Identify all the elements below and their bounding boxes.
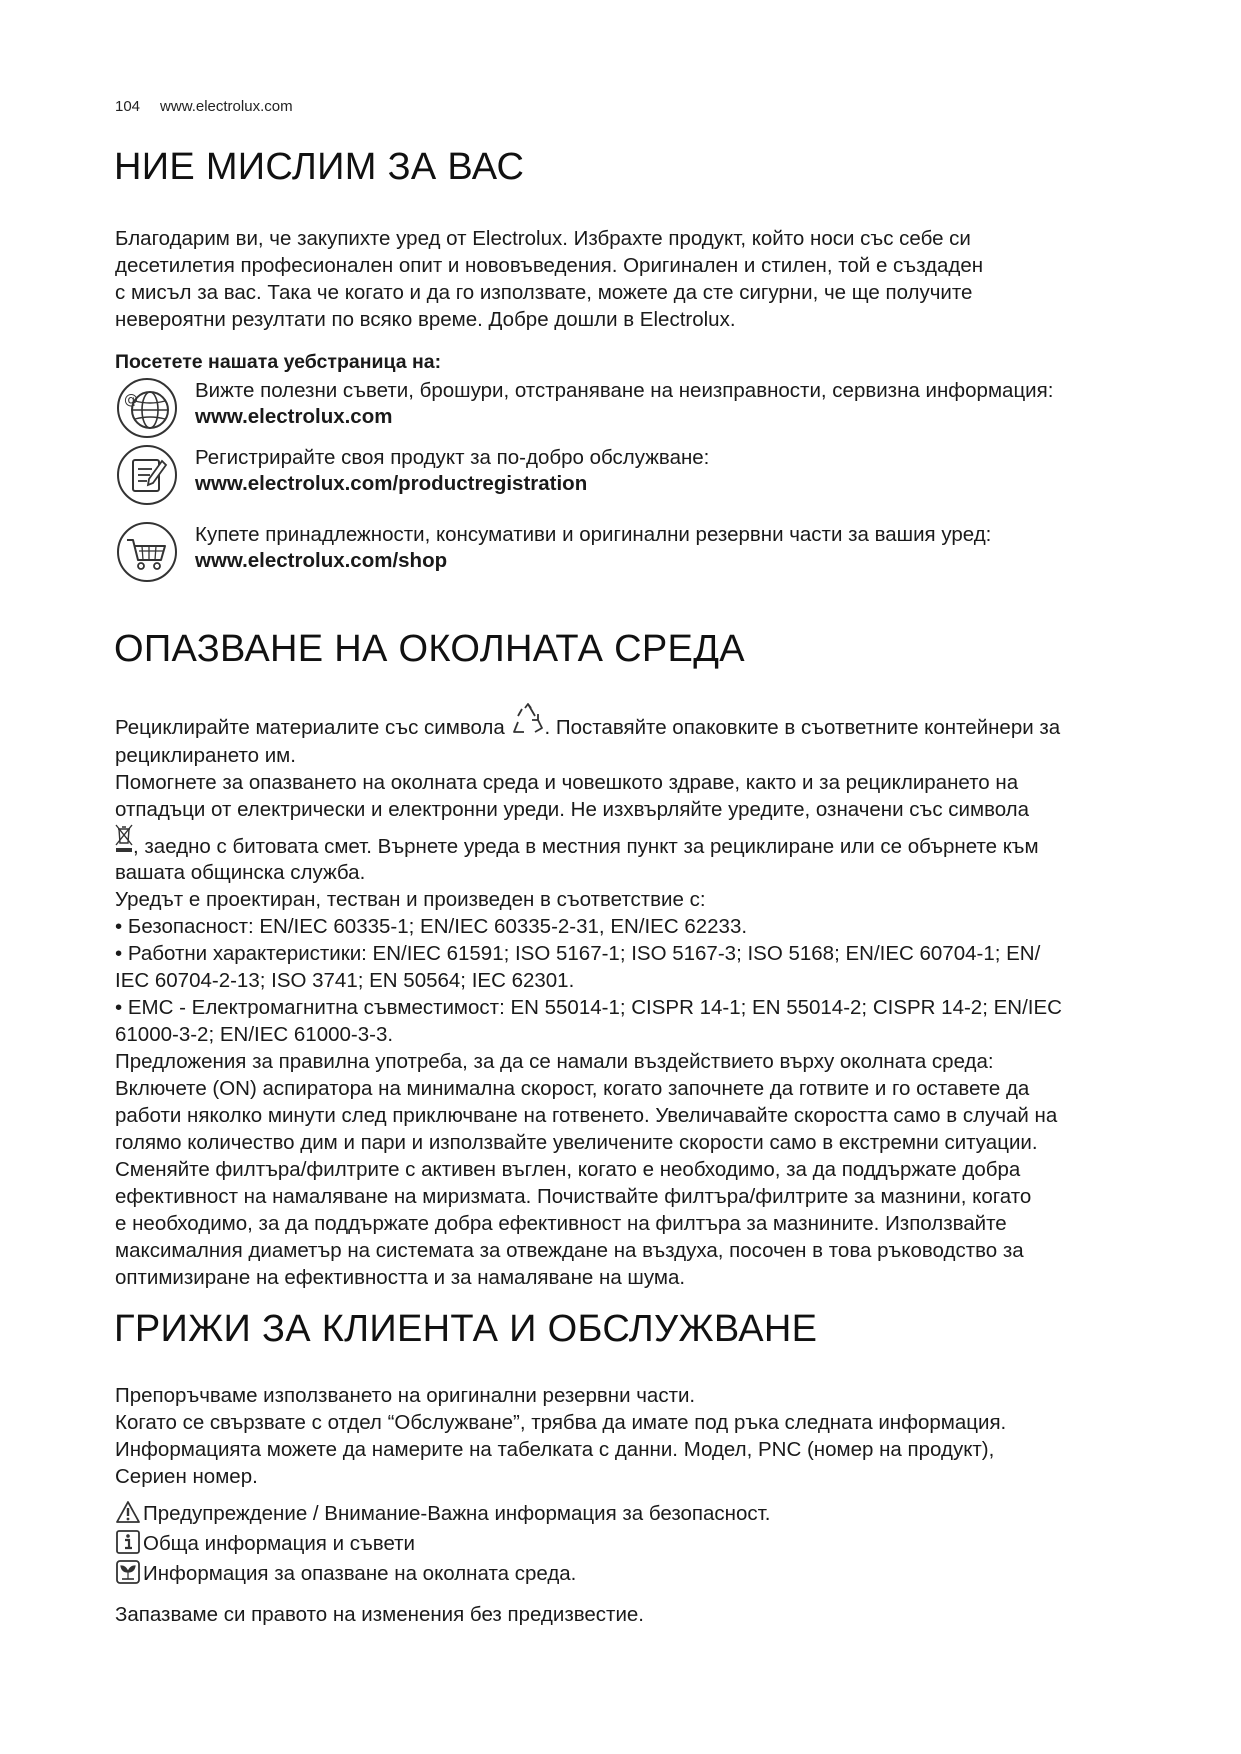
page-number: 104 [115,98,141,115]
environment-line: • Работни характеристики: EN/IEC 61591; ISO 5167-1; ISO 5167-3; ISO 5168; EN/IEC 60704-1; EN/ [115,942,1041,965]
link-description: Регистрирайте своя продукт за по-добро обслужване: [195,446,710,469]
link-url-registration[interactable]: www.electrolux.com/productregistration [195,472,588,495]
weee-line: , заедно с битовата смет. Върнете уреда в местния пункт за рециклиране или се обърнете към [115,823,1155,859]
customer-care-line: Когато се свързвате с отдел “Обслужване”, трябва да имате под ръка следната информация. [115,1411,1007,1434]
environment-line: вашата общинска служба. [115,861,366,884]
customer-care-paragraph [115,1382,1155,1490]
customer-care-line: Препоръчваме използването на оригинални резервни части. [115,1384,696,1407]
environment-line: Уредът е проектиран, тестван и произведен в съответствие с: [115,888,706,911]
environment-paragraph [115,702,1155,1291]
environment-line: Включете (ON) аспиратора на минимална скорост, когато започнете да готвите и го оставете да [115,1077,1030,1100]
intro-line: невероятни резултати по всяко време. Добре дошли в Electrolux. [115,308,736,331]
page-header [115,98,293,115]
link-row-website [115,376,1175,440]
crossed-bin-icon [115,823,133,855]
recycle-icon [511,702,545,736]
environment-line: работи няколко минути след приключване на готвенето. Увеличавайте скоростта само в случай на [115,1104,1058,1127]
environment-line: голямо количество дим и пари и използвайте увеличените скорости само в екстремни ситуации. [115,1131,1038,1154]
environment-line: ефективност на намаляване на миризмата. Почиствайте филтъра/филтрите за мазнини, когато [115,1185,1032,1208]
section-title-environment: ОПАЗВАНЕ НА ОКОЛНАТА СРЕДА [114,628,745,670]
intro-line: Благодарим ви, че закупихте уред от Electrolux. Избрахте продукт, който носи със себе си [115,227,971,250]
environment-line: IEC 60704-2-13; ISO 3741; EN 50564; IEC 62301. [115,969,575,992]
warning-icon [115,1500,141,1524]
footer-note: Запазваме си правото на изменения без предизвестие. [115,1603,644,1626]
environment-line: Предложения за правилна употреба, за да се намали въздействието върху околната среда: [115,1050,994,1073]
environment-line: максималния диаметър на системата за отвеждане на въздуха, посочен в това ръководство за [115,1239,1024,1262]
intro-line: с мисъл за вас. Така че когато и да го използвате, можете да сте сигурни, че ще получите [115,281,973,304]
link-row-registration [115,443,1175,507]
link-description: Купете принадлежности, консумативи и оригинални резервни части за вашия уред: [195,523,992,546]
environment-icon [115,1560,141,1584]
recycle-line: рециклирането им. [115,744,296,767]
legend-environment: Информация за опазване на околната среда. [115,1560,576,1588]
registration-icon [115,443,179,507]
environment-line: Помогнете за опазването на околната среда и човешкото здраве, както и за рециклирането на [115,771,1019,794]
svg-text:@: @ [124,392,138,408]
shopping-cart-icon [115,520,179,584]
link-url-website[interactable]: www.electrolux.com [195,405,393,428]
info-icon [115,1530,141,1554]
link-url-shop[interactable]: www.electrolux.com/shop [195,549,448,572]
legend-warning: Предупреждение / Внимание-Важна информация за безопасност. [115,1500,770,1528]
globe-icon [115,376,179,440]
environment-line: Сменяйте филтъра/филтрите с активен въглен, когато е необходимо, за да поддържате добра [115,1158,1021,1181]
environment-line: отпадъци от електрически и електронни уреди. Не изхвърляйте уредите, означени със символа [115,798,1030,821]
section-title-we-think-of-you: НИЕ МИСЛИМ ЗА ВАС [114,146,525,188]
customer-care-line: Сериен номер. [115,1465,258,1488]
environment-line: 61000-3-2; EN/IEC 61000-3-3. [115,1023,394,1046]
header-website[interactable]: www.electrolux.com [160,98,293,115]
section-title-customer-care: ГРИЖИ ЗА КЛИЕНТА И ОБСЛУЖВАНЕ [114,1308,818,1350]
recycle-line: Рециклирайте материалите със символа . Поставяйте опаковките в съответните контейнери за [115,702,1155,742]
visit-website-label: Посетете нашата уебстраница на: [115,351,442,373]
customer-care-line: Информацията можете да намерите на табелката с данни. Модел, PNC (номер на продукт), [115,1438,995,1461]
link-row-shop [115,520,1175,584]
environment-line: • Безопасност: EN/IEC 60335-1; EN/IEC 60335-2-31, EN/IEC 62233. [115,915,748,938]
environment-line: • EMC - Електромагнитна съвместимост: EN 55014-1; CISPR 14-1; EN 55014-2; CISPR 14-2; EN/IEC [115,996,1062,1019]
legend-info: Обща информация и съвети [115,1530,415,1558]
environment-line: оптимизиране на ефективността и за намаляване на шума. [115,1266,686,1289]
intro-paragraph [115,225,1155,333]
link-description: Вижте полезни съвети, брошури, отстраняване на неизправности, сервизна информация: [195,379,1054,402]
intro-line: десетилетия професионален опит и нововъведения. Оригинален и стилен, той е създаден [115,254,984,277]
environment-line: е необходимо, за да поддържате добра ефективност на филтъра за мазнините. Използвайте [115,1212,1007,1235]
